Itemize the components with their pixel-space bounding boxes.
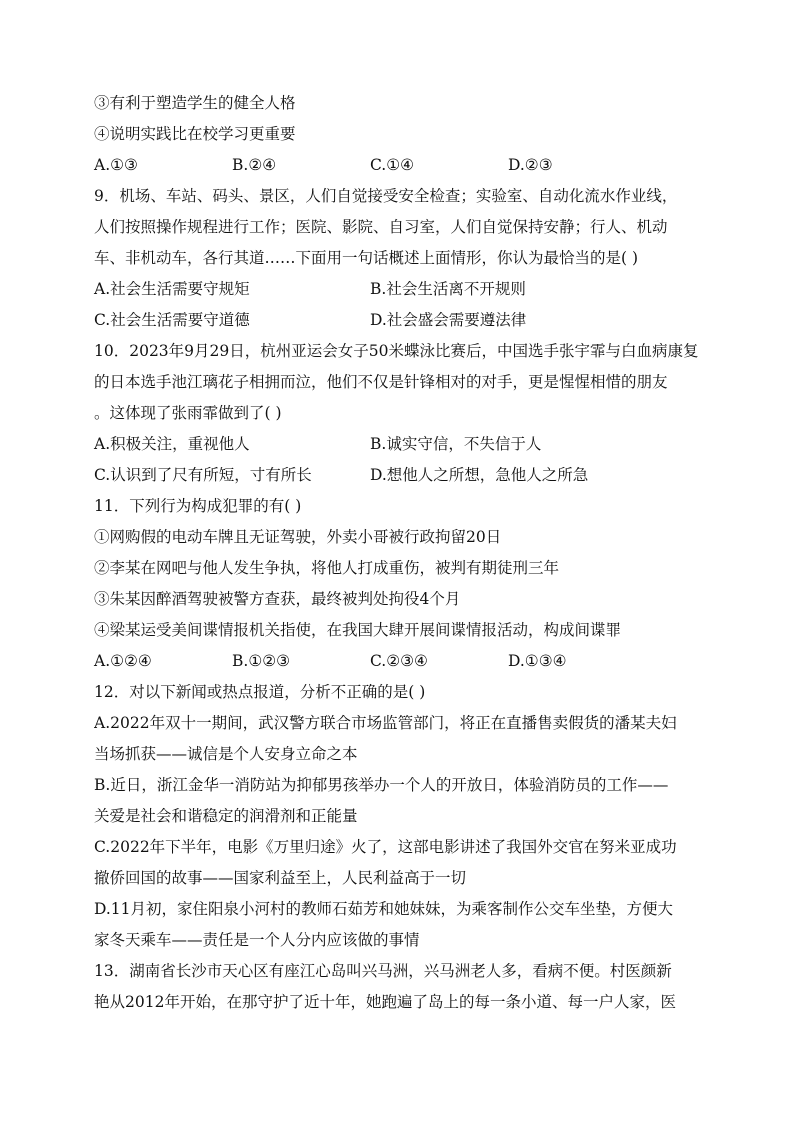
q11-stem: 11．下列行为构成犯罪的有( ) (94, 497, 302, 515)
q8-options (94, 150, 714, 181)
question-9 (94, 181, 714, 336)
q11-option-c: C.②③④ (370, 652, 428, 670)
q11-option-d: D.①③④ (508, 652, 567, 670)
q11-item-1: ①网购假的电动车牌且无证驾驶，外卖小哥被行政拘留20日 (94, 528, 502, 546)
q9-stem-line-1: 9．机场、车站、码头、景区，人们自觉接受安全检查；实验室、自动化流水作业线， (94, 187, 678, 205)
question-12 (94, 677, 714, 956)
q10-options-row-2 (94, 460, 714, 491)
q10-option-a: A.积极关注，重视他人 (94, 435, 250, 453)
q12-option-c-line-1: C.2022年下半年，电影《万里归途》火了，这部电影讲述了我国外交官在努米亚成功 (94, 838, 677, 856)
q9-stem-line-3: 车、非机动车，各行其道……下面用一句话概述上面情形，你认为最恰当的是( ) (94, 249, 639, 267)
q10-options-row-1 (94, 429, 714, 460)
q11-item-3: ③朱某因醉酒驾驶被警方查获，最终被判处拘役4个月 (94, 590, 461, 608)
q13-stem-line-2: 艳从2012年开始，在那守护了近十年，她跑遍了岛上的每一条小道、每一户人家，医 (94, 993, 676, 1011)
q9-option-d: D.社会盛会需要遵法律 (370, 311, 527, 329)
q12-option-d-line-2: 家冬天乘车——责任是一个人分内应该做的事情 (94, 931, 420, 949)
exam-page (94, 88, 714, 1018)
q12-option-b-line-1: B.近日，浙江金华一消防站为抑郁男孩举办一个人的开放日，体验消防员的工作—— (94, 776, 669, 794)
q10-option-c: C.认识到了尺有所短，寸有所长 (94, 466, 312, 484)
q12-option-a-line-2: 当场抓获——诚信是个人安身立命之本 (94, 745, 358, 763)
q11-options (94, 646, 714, 677)
q12-option-a-line-1: A.2022年双十一期间，武汉警方联合市场监管部门，将正在直播售卖假货的潘某夫妇 (94, 714, 677, 732)
question-8-tail (94, 88, 714, 181)
question-11 (94, 491, 714, 677)
q11-item-2: ②李某在网吧与他人发生争执，将他人打成重伤，被判有期徒刑三年 (94, 559, 560, 577)
q10-stem-line-1: 10．2023年9月29日，杭州亚运会女子50米蝶泳比赛后，中国选手张宇霏与白血病康复 (94, 342, 699, 360)
q8-item-3: ③有利于塑造学生的健全人格 (94, 94, 296, 112)
q9-option-c: C.社会生活需要守道德 (94, 311, 250, 329)
q9-options-row-1 (94, 274, 714, 305)
q8-item-4: ④说明实践比在校学习更重要 (94, 125, 296, 143)
q12-stem: 12．对以下新闻或热点报道，分析不正确的是( ) (94, 683, 426, 701)
q10-option-b: B.诚实守信，不失信于人 (370, 435, 542, 453)
q12-option-d-line-1: D.11月初，家住阳泉小河村的教师石茹芳和她妹妹，为乘客制作公交车坐垫，方便大 (94, 900, 674, 918)
q9-options-row-2 (94, 305, 714, 336)
q8-option-b: B.②④ (232, 156, 277, 174)
q8-option-c: C.①④ (370, 156, 415, 174)
q11-item-4: ④梁某运受美间谍情报机关指使，在我国大肆开展间谍情报活动，构成间谍罪 (94, 621, 622, 639)
q11-option-a: A.①②④ (94, 652, 152, 670)
q9-stem-line-2: 人们按照操作规程进行工作；医院、影院、自习室，人们自觉保持安静；行人、机动 (94, 218, 668, 236)
q10-stem-line-2: 的日本选手池江璃花子相拥而泣，他们不仅是针锋相对的对手，更是惺惺相惜的朋友 (94, 373, 668, 391)
q13-stem-line-1: 13．湖南省长沙市天心区有座江心岛叫兴马洲，兴马洲老人多，看病不便。村医颜新 (94, 962, 672, 980)
q10-stem-line-3: 。这体现了张雨霏做到了( ) (94, 404, 282, 422)
q8-option-d: D.②③ (508, 156, 553, 174)
question-13 (94, 956, 714, 1018)
question-10 (94, 336, 714, 491)
q9-option-b: B.社会生活离不开规则 (370, 280, 526, 298)
q12-option-b-line-2: 关爱是社会和谐稳定的润滑剂和正能量 (94, 807, 358, 825)
q10-option-d: D.想他人之所想，急他人之所急 (370, 466, 589, 484)
q9-option-a: A.社会生活需要守规矩 (94, 280, 250, 298)
q8-option-a: A.①③ (94, 156, 138, 174)
q11-option-b: B.①②③ (232, 652, 291, 670)
q12-option-c-line-2: 撤侨回国的故事——国家利益至上，人民利益高于一切 (94, 869, 467, 887)
